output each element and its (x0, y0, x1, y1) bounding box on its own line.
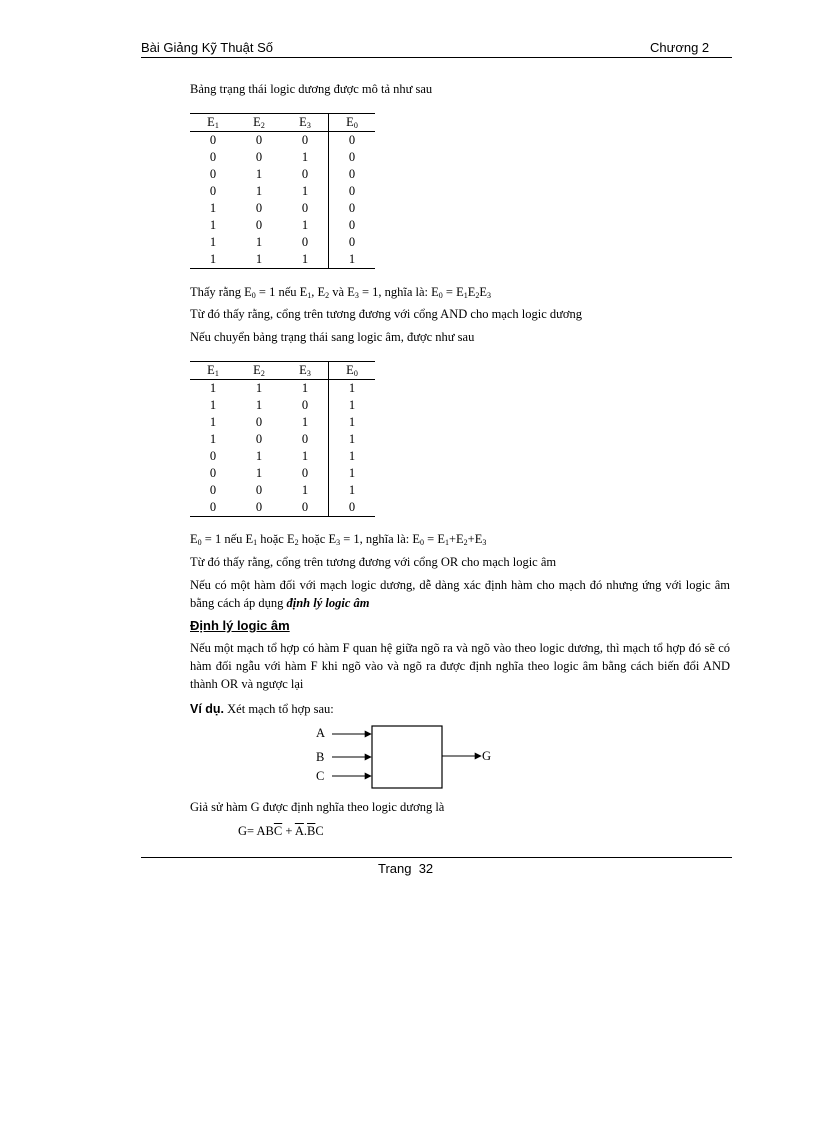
cell: 0 (301, 133, 309, 147)
cell: 0 (209, 184, 217, 198)
cell: 1 (190, 251, 236, 269)
table-row (190, 380, 375, 398)
suppose-line: Giả sử hàm G được định nghĩa theo logic dương là (190, 800, 445, 814)
col-e0: $E_0$ (329, 114, 376, 132)
table-row (190, 183, 375, 200)
cell: 1 (209, 218, 217, 232)
and-equation-line: Thấy rằng $E_0 = 1$ nếu $E_1$, $E_2$ và $E_3 = 1$, nghĩa là: $E_0 = E_1E_2E_3$ (190, 285, 492, 300)
cell: 0 (301, 398, 309, 412)
input-a-label: A (316, 726, 326, 740)
cell: 1 (329, 482, 376, 499)
example-line: Ví dụ. Xét mạch tổ hợp sau: (190, 702, 334, 716)
dual-paragraph: Nếu có một hàm đối với mạch logic dương, dễ dàng xác định hàm cho mạch đó nhưng ứng với logic âm bằng cách áp dụng định lý logic âm (190, 578, 730, 610)
cell: 1 (209, 381, 217, 395)
output-g-label: G (482, 749, 492, 763)
cell: 1 (255, 466, 263, 480)
and-conclusion: Từ đó thấy rằng, cổng trên tương đương với cổng AND cho mạch logic dương (190, 307, 583, 321)
cell: 1 (329, 380, 376, 398)
cell: 1 (301, 483, 309, 497)
cell: 1 (255, 167, 263, 181)
cell: 1 (329, 397, 376, 414)
cell: 0 (329, 499, 376, 517)
table-row (190, 448, 375, 465)
page-number: Trang 32 (378, 861, 434, 876)
theorem-paragraph: Nếu một mạch tổ hợp có hàm F quan hệ giữa ngõ ra và ngõ vào theo logic dương, thì mạch tổ hợp đó sẽ có hàm đối ngẫu với hàm F khi ngõ vào và ngõ ra được định nghĩa theo logic âm bằng cách biến đổi AND thành OR và ngược lại (190, 641, 730, 691)
formula-g: $G= AB\overline{C} + \overline{A}.\overline{B}C$ (238, 824, 324, 838)
cell: 0 (255, 150, 263, 164)
cell: 1 (209, 201, 217, 215)
col-e3: $E_3$ (282, 362, 329, 380)
table-header-row (190, 362, 375, 380)
cell: 0 (236, 499, 282, 517)
table-row (190, 234, 375, 251)
cell: 1 (301, 150, 309, 164)
header-chapter: Chương 2 (650, 40, 710, 55)
cell: 0 (329, 132, 376, 150)
cell: 1 (301, 381, 309, 395)
header-rule (141, 57, 732, 58)
cell: 0 (329, 217, 376, 234)
cell: 1 (255, 381, 263, 395)
header-title: Bài Giảng Kỹ Thuật Số (141, 40, 274, 55)
cell: 0 (255, 133, 263, 147)
cell: 1 (329, 251, 376, 269)
table-row (190, 251, 375, 269)
dual-emphasis: định lý logic âm (286, 596, 370, 610)
table-row (190, 149, 375, 166)
footer-rule (141, 857, 732, 858)
input-c-label: C (316, 769, 325, 783)
cell: 1 (255, 398, 263, 412)
col-e1: $E_1$ (190, 362, 236, 380)
cell: 0 (255, 218, 263, 232)
cell: 0 (209, 466, 217, 480)
cell: 0 (209, 150, 217, 164)
cell: 1 (255, 449, 263, 463)
cell: 1 (301, 218, 309, 232)
cell: 1 (301, 415, 309, 429)
cell: 0 (282, 499, 329, 517)
cell: 0 (209, 133, 217, 147)
cell: 1 (209, 432, 217, 446)
truth-table-positive (190, 113, 375, 269)
cell: 0 (301, 167, 309, 181)
cell: 0 (301, 432, 309, 446)
table-row (190, 482, 375, 499)
cell: 1 (329, 448, 376, 465)
section-title: Định lý logic âm (190, 618, 290, 633)
circuit-block (372, 726, 442, 788)
cell: 0 (329, 166, 376, 183)
cell: 0 (255, 483, 263, 497)
table-row (190, 132, 375, 150)
cell: 0 (329, 149, 376, 166)
col-e2: $E_2$ (236, 362, 282, 380)
cell: 1 (329, 465, 376, 482)
intro-positive-logic: Bảng trạng thái logic dương được mô tả như sau (190, 82, 433, 96)
table-row (190, 166, 375, 183)
cell: 0 (255, 415, 263, 429)
cell: 0 (255, 201, 263, 215)
table-row (190, 465, 375, 482)
table-header-row (190, 114, 375, 132)
col-e0: $E_0$ (329, 362, 376, 380)
cell: 1 (209, 235, 217, 249)
cell: 1 (301, 449, 309, 463)
cell: 0 (329, 200, 376, 217)
cell: 0 (209, 449, 217, 463)
example-label: Ví dụ. (190, 702, 225, 716)
cell: 1 (282, 251, 329, 269)
col-e2: $E_2$ (236, 114, 282, 132)
cell: 0 (301, 201, 309, 215)
cell: 1 (209, 415, 217, 429)
cell: 0 (209, 483, 217, 497)
or-conclusion: Từ đó thấy rằng, cổng trên tương đương với cổng OR cho mạch logic âm (190, 555, 557, 569)
or-equation-line: $E_0 = 1$ nếu $E_1$ hoặc $E_2$ hoặc $E_3 = 1$, nghĩa là: $E_0 = E_1+E_2+E_3$ (190, 532, 487, 547)
table-row (190, 397, 375, 414)
table-row (190, 217, 375, 234)
combinational-circuit-diagram (300, 722, 510, 794)
cell: 1 (209, 398, 217, 412)
table-row (190, 499, 375, 517)
truth-table-negative (190, 361, 375, 517)
cell: 0 (190, 499, 236, 517)
col-e1: $E_1$ (190, 114, 236, 132)
table-row (190, 431, 375, 448)
cell: 0 (329, 234, 376, 251)
cell: 0 (255, 432, 263, 446)
cell: 0 (301, 466, 309, 480)
col-e3: $E_3$ (282, 114, 329, 132)
cell: 0 (209, 167, 217, 181)
input-b-label: B (316, 750, 325, 764)
cell: 0 (329, 183, 376, 200)
cell: 1 (329, 414, 376, 431)
cell: 0 (301, 235, 309, 249)
table-row (190, 414, 375, 431)
cell: 1 (236, 251, 282, 269)
cell: 1 (329, 431, 376, 448)
cell: 1 (255, 184, 263, 198)
intro-negative-logic: Nếu chuyển bảng trạng thái sang logic âm, được như sau (190, 330, 475, 344)
cell: 1 (301, 184, 309, 198)
cell: 1 (255, 235, 263, 249)
table-row (190, 200, 375, 217)
